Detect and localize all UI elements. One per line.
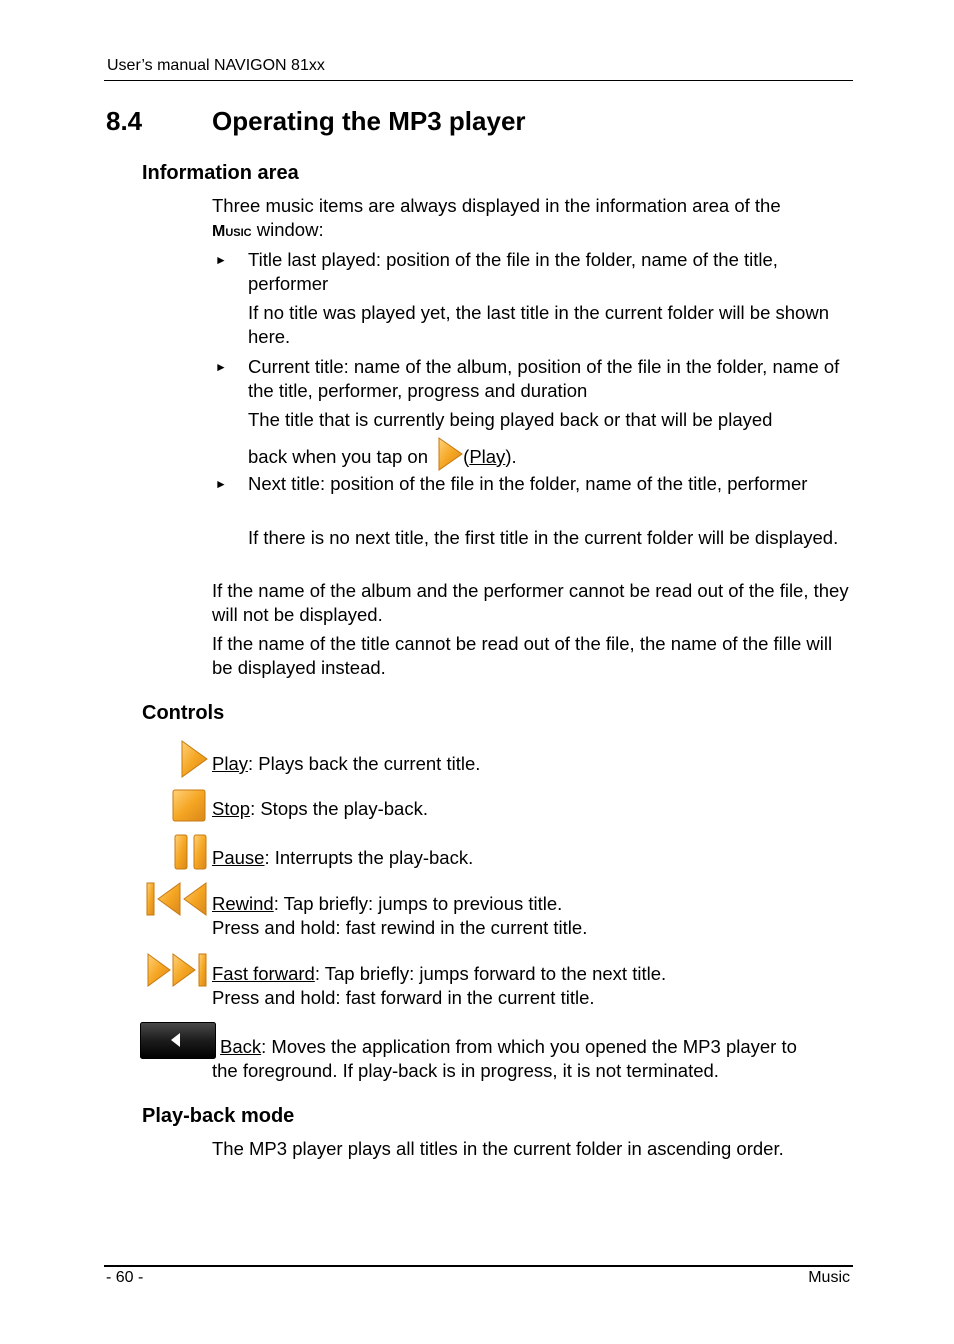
stop-label[interactable]: Stop [212, 798, 251, 819]
bullet-current-title-note: The title that is currently being played back or that will be played [248, 409, 773, 430]
title-name-paragraph: If the name of the title cannot be read out of the file, the name of the fille will be displayed instead. [212, 633, 833, 678]
back-label[interactable]: Back [220, 1036, 262, 1057]
back-icon[interactable] [140, 1022, 216, 1059]
play-icon [437, 437, 463, 471]
control-fast-forward [212, 962, 852, 1009]
play-label[interactable]: Play [212, 753, 248, 774]
pause-description: : Interrupts the play-back. [264, 847, 474, 868]
section-title: Operating the MP3 player [212, 106, 526, 136]
bullet-title-last-played: Title last played: position of the file in the folder, name of the title, performer [248, 249, 778, 294]
playback-mode-text: The MP3 player plays all titles in the current folder in ascending order. [212, 1138, 784, 1159]
note-text: back when you tap on [248, 446, 434, 467]
control-play [212, 752, 852, 776]
bullet-current-title-note-2: back when you tap on (Play). [248, 437, 848, 471]
information-area-intro [212, 194, 852, 243]
section-number: 8.4 [106, 106, 143, 136]
play-link[interactable]: Play [469, 446, 506, 467]
play-icon[interactable] [180, 740, 208, 778]
pause-label[interactable]: Pause [212, 847, 265, 868]
control-back-2: the foreground. If play-back is in progress, it is not terminated. [212, 1060, 719, 1081]
back-description: : Moves the application from which you opened the MP3 player to [261, 1036, 797, 1057]
control-rewind [212, 892, 852, 939]
control-pause [212, 846, 852, 870]
bullet-arrow-icon: ► [215, 360, 227, 374]
bullet-current-title: Current title: name of the album, position of the file in the folder, name of the title, performer, progress and duration [248, 356, 840, 401]
controls-heading: Controls [142, 702, 225, 724]
bullet-next-title: Next title: position of the file in the folder, name of the title, performer [248, 473, 808, 494]
stop-icon[interactable] [172, 789, 206, 822]
rewind-label[interactable]: Rewind [212, 893, 274, 914]
note-text-end: ). [505, 446, 517, 467]
album-performer-paragraph: If the name of the album and the performer cannot be read out of the file, they will not be displayed. [212, 580, 849, 625]
control-stop [212, 797, 852, 821]
fast-forward-icon[interactable] [146, 952, 208, 988]
music-window-name: Music [212, 222, 252, 240]
bullet-arrow-icon: ► [215, 477, 227, 491]
fast-forward-description-2: Press and hold: fast forward in the current title. [212, 986, 595, 1008]
control-back [220, 1035, 852, 1059]
stop-description: : Stops the play-back. [250, 798, 428, 819]
chapter-name: Music [808, 1269, 850, 1286]
rewind-description-2: Press and hold: fast rewind in the current title. [212, 916, 588, 938]
intro-text: Three music items are always displayed in the information area of the [212, 195, 781, 216]
pause-icon[interactable] [174, 834, 208, 870]
fast-forward-description: : Tap briefly: jumps forward to the next title. [314, 963, 667, 984]
running-header: User’s manual NAVIGON 81xx [107, 57, 325, 74]
header-rule [104, 80, 853, 81]
playback-mode-heading: Play-back mode [142, 1105, 295, 1127]
bullet-arrow-icon: ► [215, 253, 227, 267]
bullet-title-last-played-note: If no title was played yet, the last title in the current folder will be shown here. [248, 302, 829, 347]
intro-text-end: window: [251, 218, 324, 240]
rewind-icon[interactable] [146, 881, 208, 917]
bullet-next-title-note: If there is no next title, the first title in the current folder will be displayed. [248, 527, 839, 548]
rewind-description: : Tap briefly: jumps to previous title. [273, 893, 563, 914]
play-description: : Plays back the current title. [248, 753, 481, 774]
fast-forward-label[interactable]: Fast forward [212, 963, 315, 984]
information-area-heading: Information area [142, 162, 299, 184]
page-number: - 60 - [106, 1269, 144, 1286]
footer-rule [104, 1265, 853, 1267]
